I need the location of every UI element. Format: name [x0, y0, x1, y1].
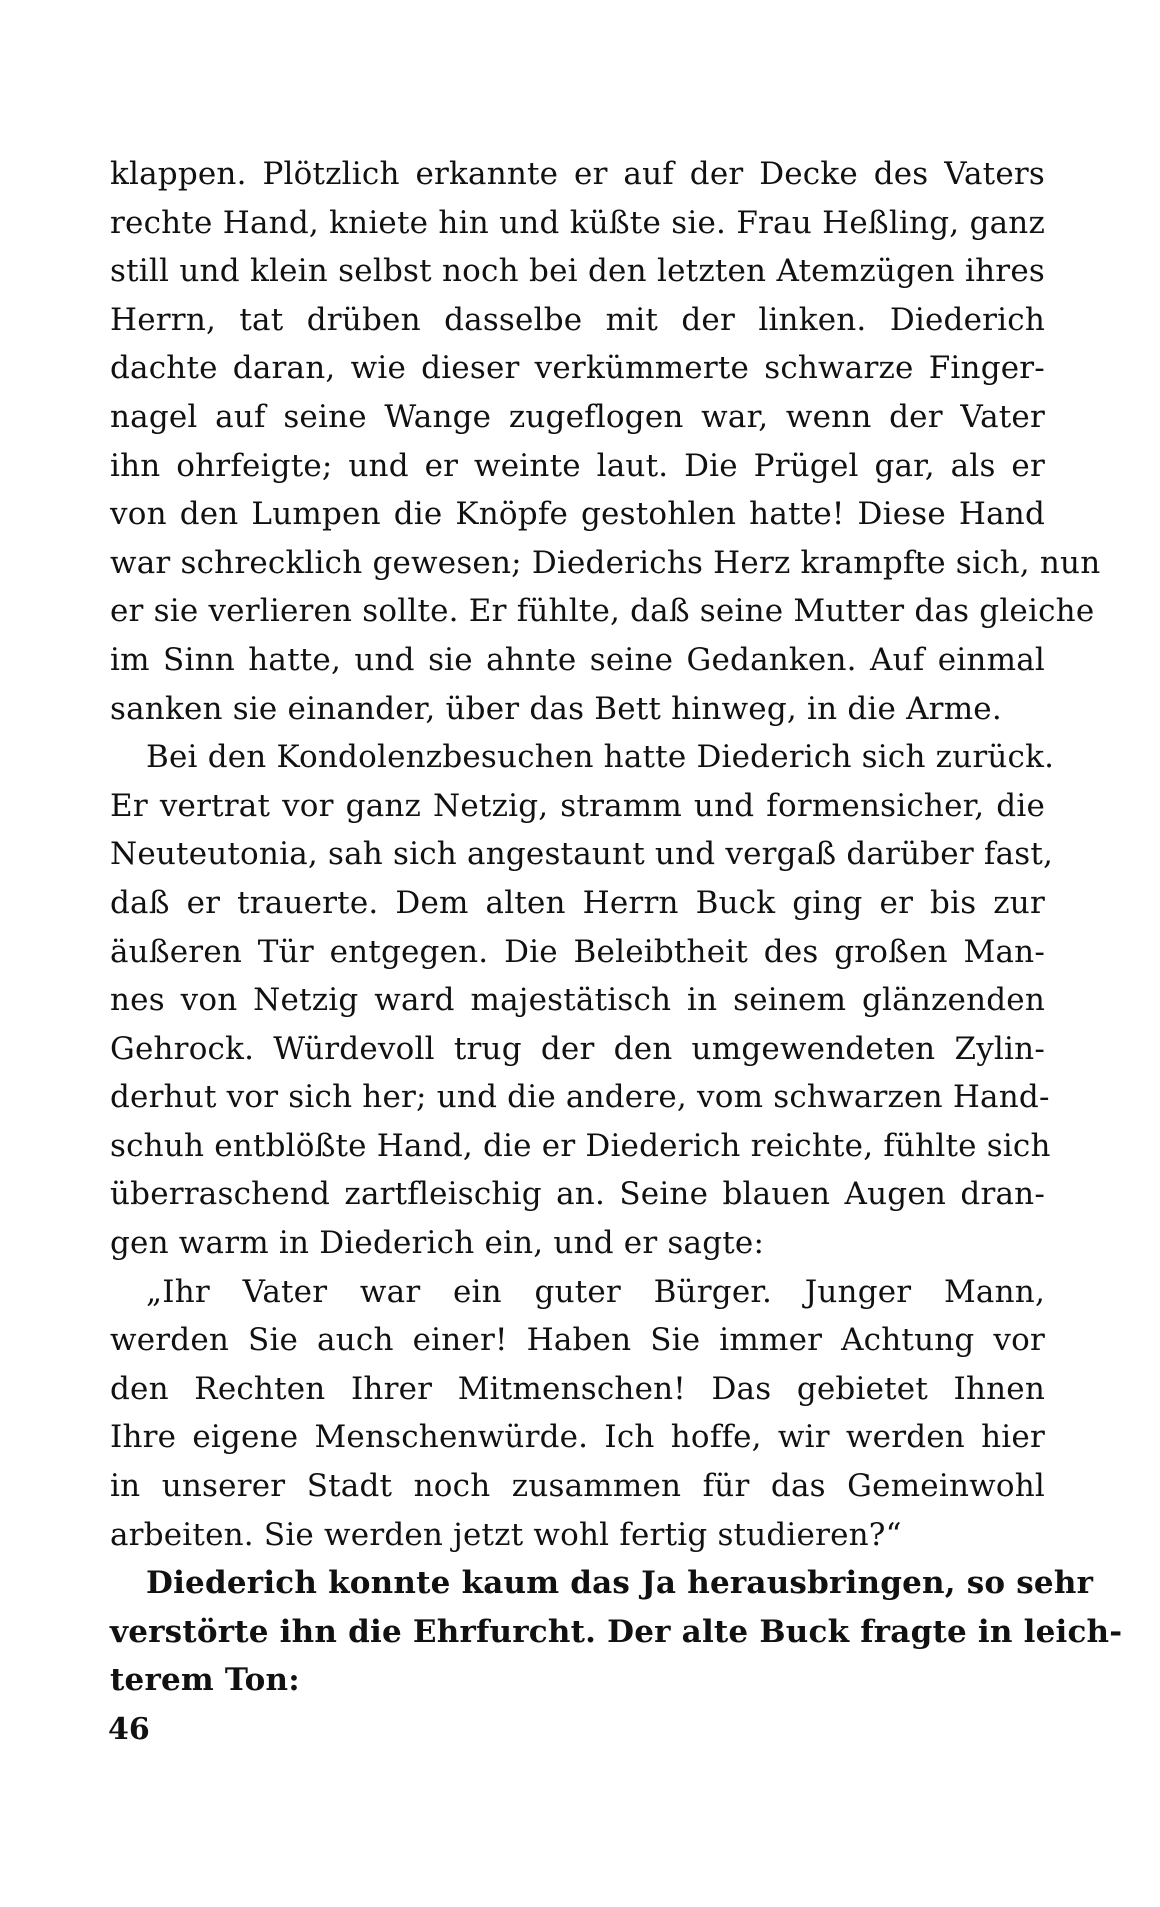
- text-line: in unserer Stadt noch zusammen für das Gemeinwohl: [110, 1468, 1045, 1505]
- text-line: klappen. Plötzlich erkannte er auf der Decke des Vaters: [110, 156, 1045, 192]
- text-line: verstörte ihn die Ehrfurcht. Der alte Buck fragte in leich-: [110, 1613, 1123, 1650]
- text-line: daß er trauerte. Dem alten Herrn Buck ging er bis zur: [110, 884, 1045, 921]
- text-line: überraschend zartfleischig an. Seine blauen Augen dran-: [110, 1176, 1045, 1213]
- text-line: ihn ohrfeigte; und er weinte laut. Die Prügel gar, als er: [110, 447, 1045, 484]
- text-line: schuh entblößte Hand, die er Diederich reichte, fühlte sich: [110, 1127, 1051, 1164]
- text-line: Herrn, tat drüben dasselbe mit der linken. Diederich: [110, 301, 1045, 338]
- text-line: Ihre eigene Menschenwürde. Ich hoffe, wir werden hier: [110, 1419, 1045, 1456]
- text-line: im Sinn hatte, und sie ahnte seine Gedanken. Auf einmal: [110, 641, 1045, 678]
- text-line: äußeren Tür entgegen. Die Beleibtheit des großen Man-: [110, 933, 1045, 970]
- text-line: er sie verlieren sollte. Er fühlte, daß seine Mutter das gleiche: [110, 593, 1095, 630]
- text-line: terem Ton:: [110, 1662, 300, 1699]
- text-line: dachte daran, wie dieser verkümmerte schwarze Finger-: [110, 350, 1045, 387]
- text-line: derhut vor sich her; und die andere, vom schwarzen Hand-: [110, 1079, 1050, 1116]
- text-line: von den Lumpen die Knöpfe gestohlen hatte! Diese Hand: [110, 496, 1045, 533]
- text-line: den Rechten Ihrer Mitmenschen! Das gebietet Ihnen: [110, 1370, 1045, 1407]
- text-line: werden Sie auch einer! Haben Sie immer Achtung vor: [110, 1322, 1045, 1359]
- page-number: 46: [108, 1712, 150, 1747]
- text-line: rechte Hand, kniete hin und küßte sie. Frau Heßling, ganz: [110, 204, 1045, 241]
- text-line: war schrecklich gewesen; Diederichs Herz krampfte sich, nun: [110, 544, 1101, 581]
- text-line: still und klein selbst noch bei den letzten Atemzügen ihres: [110, 253, 1045, 290]
- text-line: Neuteutonia, sah sich angestaunt und vergaß darüber fast,: [110, 836, 1054, 873]
- text-line: nes von Netzig ward majestätisch in seinem glänzenden: [110, 982, 1045, 1019]
- text-line: gen warm in Diederich ein, und er sagte:: [110, 1225, 765, 1262]
- text-line: Gehrock. Würdevoll trug der den umgewendeten Zylin-: [110, 1030, 1045, 1067]
- text-line: Er vertrat vor ganz Netzig, stramm und formensicher, die: [110, 787, 1045, 824]
- text-line: Bei den Kondolenzbesuchen hatte Diederich sich zurück.: [146, 739, 1055, 776]
- text-line: sanken sie einander, über das Bett hinweg, in die Arme.: [110, 690, 1002, 727]
- text-line: arbeiten. Sie werden jetzt wohl fertig studieren?“: [110, 1516, 902, 1553]
- text-line: Diederich konnte kaum das Ja herausbringen, so sehr: [146, 1565, 1094, 1602]
- text-line: „Ihr Vater war ein guter Bürger. Junger Mann,: [146, 1273, 1045, 1310]
- body-text: [110, 150, 1123, 1705]
- text-line: nagel auf seine Wange zugeflogen war, wenn der Vater: [110, 398, 1045, 435]
